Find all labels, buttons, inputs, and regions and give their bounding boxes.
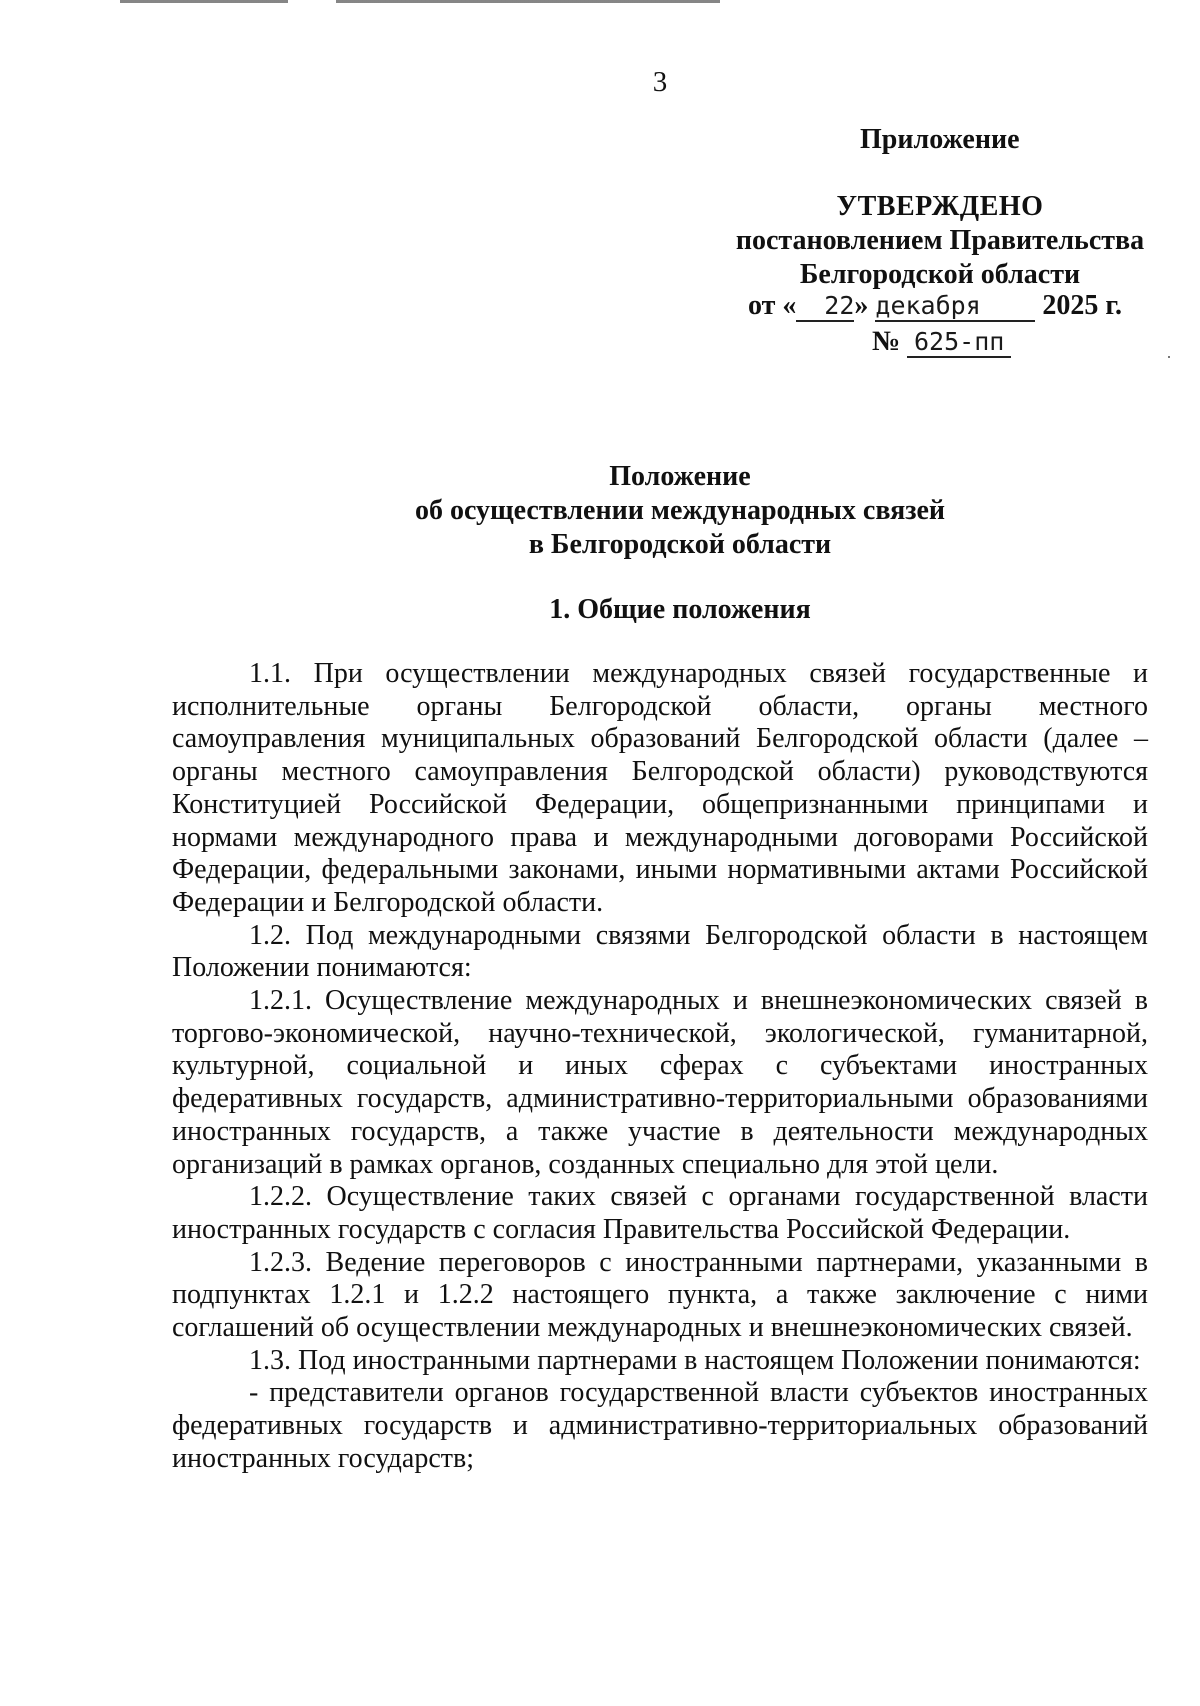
date-month-field (875, 292, 1035, 322)
section-heading: 1. Общие положения (549, 594, 811, 625)
document-title (160, 460, 1200, 562)
date-year: 2025 г. (1042, 290, 1122, 321)
approval-authority (680, 224, 1200, 292)
date-mid: » (854, 290, 869, 321)
scan-artifact (1168, 356, 1170, 358)
title-line3: в Белгородской области (528, 529, 832, 560)
title-line2: об осуществлении международных связей (414, 495, 946, 526)
paragraph-1-3: 1.3. Под иностранными партнерами в настоящем Положении понимаются: (249, 1344, 1141, 1376)
page-number: 3 (652, 66, 668, 98)
approval-number (872, 326, 1011, 358)
paragraph-1-1: 1.1. При осуществлении международных связей государственные и исполнительные органы Белгородской области, органы местного самоуправления муниципальных образований Белгородской области (далее – органы местного самоуправления Белгородской области) руководствуются Конституцией Российской Федерации, общепризнанными принципами и нормами международного права и международными договорами Российской Федерации, федеральными законами, иными нормативными актами Российской Федерации и Белгородской области. (172, 658, 1148, 918)
paragraph-1-3-item: - представители органов государственной власти субъектов иностранных федеративных государств и административно-территориальных образований иностранных государств; (172, 1377, 1148, 1474)
number-prefix: № (872, 326, 901, 357)
date-prefix: от « (748, 290, 797, 321)
paragraph-1-2-1: 1.2.1. Осуществление международных и внешнеэкономических связей в торгово-экономической, научно-технической, экологической, гуманитарной, культурной, социальной и иных сферах с субъектами иностранных федеративных государств, административно-территориальными образованиями иностранных государств, а также участие в деятельности международных организаций в рамках органов, созданных специально для этой цели. (172, 985, 1148, 1180)
scan-edge-line (0, 0, 1200, 3)
paragraph-1-2-2: 1.2.2. Осуществление таких связей с органами государственной власти иностранных государств с согласия Правительства Российской Федерации. (172, 1181, 1148, 1245)
paragraph-1-2: 1.2. Под международными связями Белгородской области в настоящем Положении понимаются: (172, 919, 1148, 984)
appendix-label: Приложение (860, 124, 1020, 155)
number-value: 625-пп (913, 327, 1005, 356)
date-day: 22 (824, 291, 855, 320)
document-body (172, 658, 1148, 1476)
paragraph-1-2-3: 1.2.3. Ведение переговоров с иностранными партнерами, указанными в подпунктах 1.2.1 и 1.2.2 настоящего пункта, а также заключение с ними соглашений об осуществлении международных и внешнеэкономических связей. (172, 1246, 1148, 1344)
title-line1: Положение (609, 461, 751, 492)
approval-stamp-title: УТВЕРЖДЕНО (836, 191, 1044, 222)
date-month: декабря (875, 291, 981, 320)
approval-authority-line1: постановлением Правительства (735, 225, 1145, 256)
number-field (907, 328, 1011, 358)
date-day-field (796, 292, 854, 322)
approval-authority-line2: Белгородской области (799, 259, 1081, 290)
approval-date (748, 290, 1122, 322)
